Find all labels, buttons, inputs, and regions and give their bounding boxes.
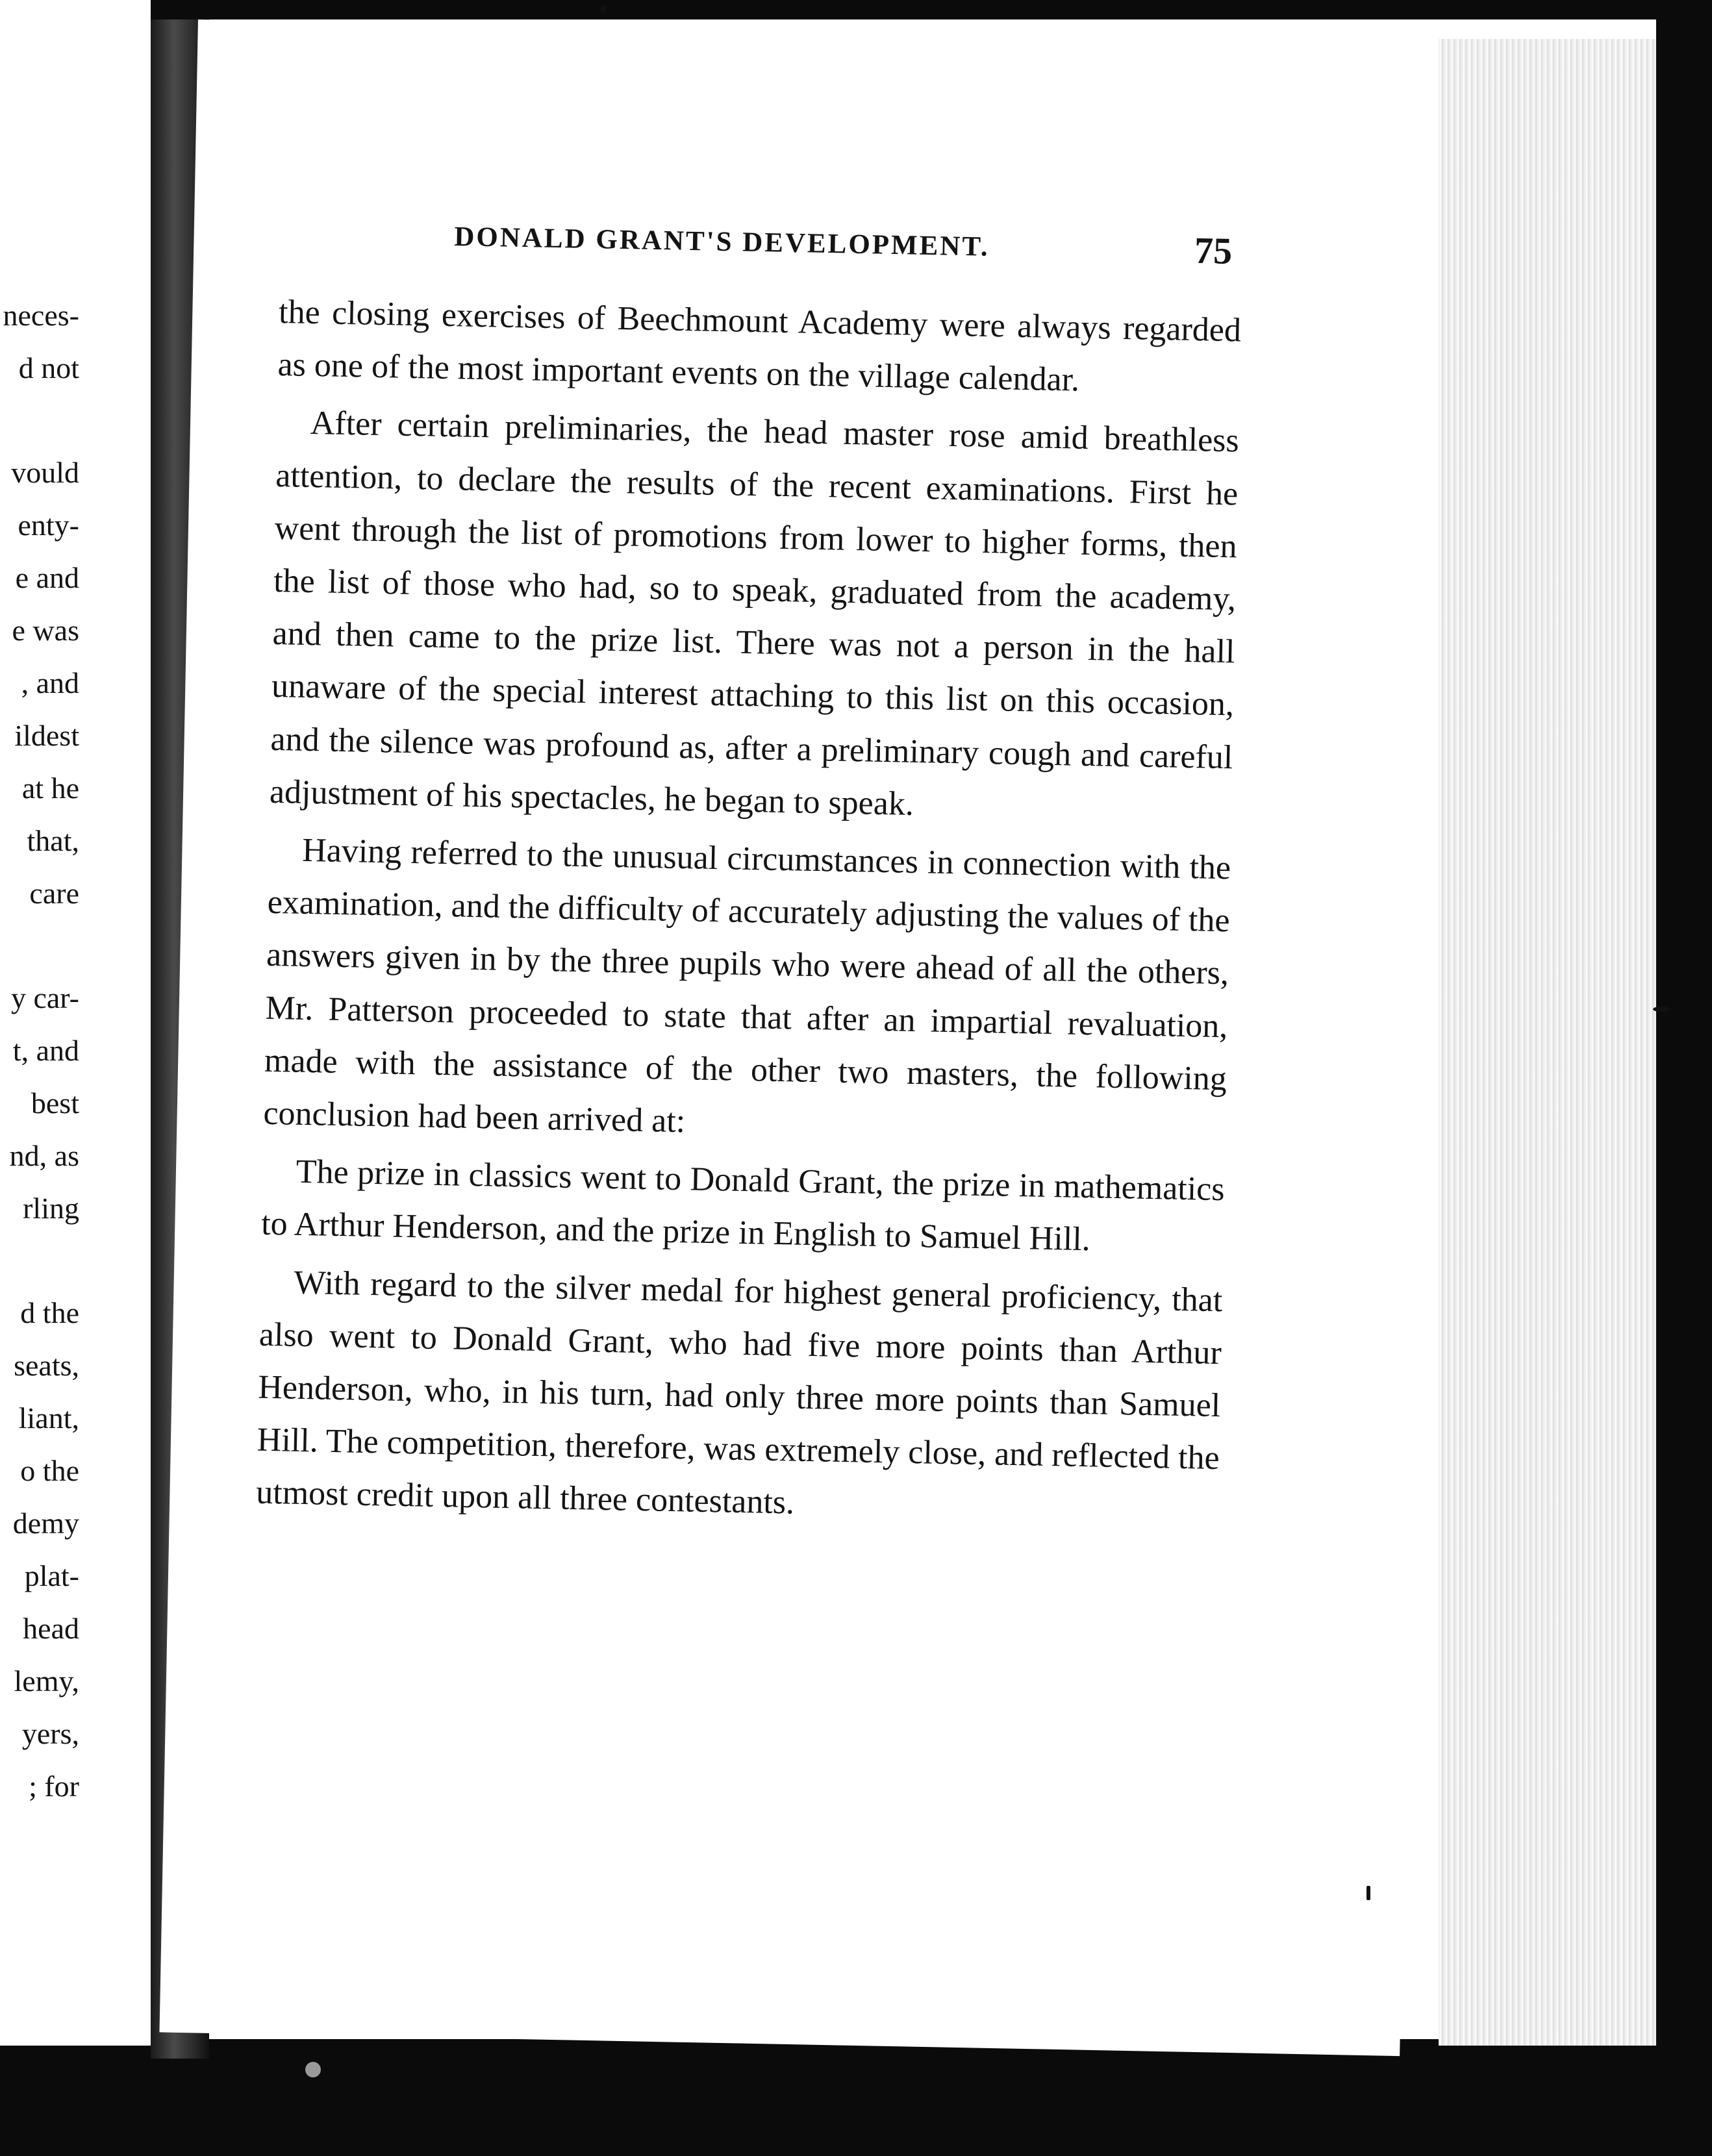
facing-line: enty- [18,508,79,542]
facing-line: e and [15,561,79,594]
facing-line: neces- [3,299,79,332]
facing-page-text [0,289,79,1812]
page-edges [1439,39,1656,2046]
scan-speck [1653,1007,1670,1012]
facing-gap [0,920,79,971]
scan-border-top [0,0,1712,19]
page-number: 75 [1194,229,1233,272]
facing-line: o the [20,1454,79,1487]
facing-line: y car- [10,981,79,1014]
facing-line: rling [23,1192,79,1225]
paragraph: Having referred to the unusual circumstances in connection with the examination, and the difficulty of accurately adjusting the values of the answers given in by the three pupils who were ahead of all the others, Mr. Patterson proceeded to state that after an impartial revaluation, made with the assistance of the other two masters, the following conclusion had been arrived at: [262,831,1231,1140]
facing-gap [0,394,79,446]
scan-speck [601,5,606,13]
facing-gap [0,1235,79,1286]
facing-line: at he [21,771,79,805]
facing-line: t, and [12,1034,79,1067]
scan-border-right [1656,0,1712,2156]
facing-line: plat- [24,1559,79,1592]
scan-speck [305,2062,321,2077]
scan-speck [1366,1886,1370,1900]
facing-line: best [31,1086,79,1120]
body-text [255,286,1241,1543]
facing-page [0,0,151,2046]
facing-line: lemy, [14,1664,79,1698]
running-head: DONALD GRANT'S DEVELOPMENT. [453,221,990,262]
facing-line: e was [12,614,79,647]
facing-line: vould [11,456,79,489]
facing-line: ildest [14,719,79,752]
facing-line: d the [20,1296,79,1329]
paragraph: The prize in classics went to Donald Grant, the prize in mathematics to Arthur Henderson, and the prize in English to Samuel Hill. [260,1153,1226,1259]
facing-line: , and [21,666,79,699]
facing-line: nd, as [9,1139,79,1172]
scan-border-bottom [0,2039,1712,2156]
facing-line: yers, [21,1717,79,1750]
facing-line: demy [12,1507,79,1540]
paragraph: After certain preliminaries, the head master rose amid breathless attention, to declare the results of the recent examinations. First he went through the list of promotions from lower to higher forms, then the list of those who had, so to speak, graduated from the academy, and then came to the prize list. There was not a person in the hall unaware of the special interest attaching to this list on this occasion, and the silence was profound as, after a preliminary cough and careful adjustment of his spectacles, he began to speak. [269,405,1240,823]
paragraph: With regard to the silver medal for highest general proficiency, that also went to Donald Grant, who had five more points than Arthur Henderson, who, in his turn, had only three more points than Samuel Hill. The competition, therefore, was extremely close, and reflected the utmost credit upon all three contestants. [255,1264,1223,1522]
facing-line: liant, [18,1401,79,1435]
facing-line: care [29,877,79,910]
facing-line: ; for [29,1770,79,1803]
facing-line: that, [27,824,79,857]
facing-line: head [23,1612,79,1645]
facing-line: d not [18,351,79,384]
facing-line: seats, [14,1349,79,1382]
paragraph: the closing exercises of Beechmount Academy were always regarded as one of the most important events on the village calendar. [277,293,1242,399]
